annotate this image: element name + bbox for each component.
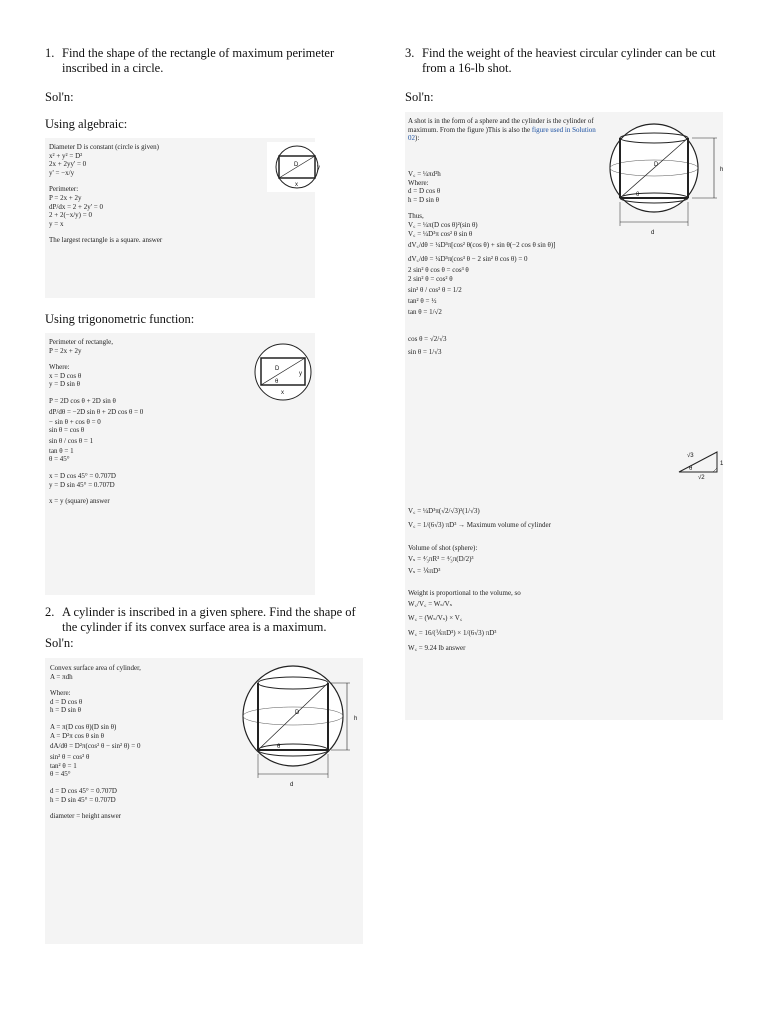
svg-text:d: d [290,782,294,788]
svg-text:√3: √3 [687,453,694,459]
shot-solution-lines-a: V꜀ = ¼πd²h Where: d = D cos θ h = D sin θ Thus, V꜀ = ¼π(D cos θ)²(sin θ) V꜀ = ¼D³π cos² θ sin θ dV꜀/dθ = ¼D³π[cos² θ(cos θ) + sin θ(−2 cos θ sin θ)] dV꜀/dθ = ¼D³π(cos³ θ − 2 sin² θ cos θ) = 0 2 sin² θ cos θ = cos³ θ 2 sin² θ = cos² θ sin² θ / cos² θ = 1/2 tan² θ = ½ tan θ = 1/√2 cos θ = √2/√3 sin θ = 1/√3 [408,170,556,356]
shot-solution-lines-b: V꜀ = ¼D³π(√2/√3)²(1/√3) V꜀ = 1/(6√3) πD³ → Maximum volume of cylinder Volume of shot (sphere): Vₛ = ⁴⁄₃πR³ = ⁴⁄₃π(D/2)³ Vₛ = ⅙πD³ Weight is proportional to the volume, so W꜀/V꜀ = Wₛ/Vₛ W꜀ = (Wₛ/Vₛ) × V꜀ W꜀ = 16/(⅙πD³) × 1/(6√3) πD³ W꜀ = 9.24 lb answer [408,504,551,655]
answer-line: diameter = height answer [50,812,122,821]
answer-line: W꜀ = 9.24 lb answer [408,644,466,653]
solution-02-link[interactable]: figure used in Solution 02 [408,125,596,143]
sphere-cylinder-figure [604,116,734,236]
solution-label: Sol'n: [405,90,434,104]
problem-number: 1. [45,46,55,60]
trigonometric-solution-lines: Perimeter of rectangle, P = 2x + 2y Where: x = D cos θ y = D sin θ P = 2D cos θ + 2D sin θ dP/dθ = −2D sin θ + 2D cos θ = 0 − sin θ + cos θ = 0 sin θ = cos θ sin θ / cos θ = 1 tan θ = 1 θ = 45° x = D cos 45° = 0.707D y = D sin 45° = 0.707D x = y (square) answer [49,338,144,506]
svg-text:θ: θ [275,379,279,385]
svg-text:√2: √2 [698,475,705,481]
svg-text:D: D [654,162,659,168]
section-heading-algebraic: Using algebraic: [45,117,128,131]
svg-text:D: D [294,162,299,168]
svg-text:θ: θ [689,466,693,472]
sphere-cylinder-figure [237,662,367,794]
solution-label: Sol'n: [45,636,74,650]
svg-text:D: D [295,710,300,716]
circle-rectangle-figure [267,142,327,192]
cylinder-solution-lines: Convex surface area of cylinder, A = πdh Where: d = D cos θ h = D sin θ A = π(D cos θ)(D sin θ) A = D²π cos θ sin θ dA/dθ = D²π(cos² θ − sin² θ) = 0 sin² θ = cos² θ tan² θ = 1 θ = 45° d = D cos 45° = 0.707D h = D sin 45° = 0.707D diameter = height answer [50,664,141,821]
circle-rectangle-angle-figure [253,338,313,406]
svg-text:1: 1 [720,461,724,467]
algebraic-solution-lines: Diameter D is constant (circle is given) x² + y² = D² 2x + 2yy' = 0 y' = −x/y Perimeter: P = 2x + 2y dP/dx = 2 + 2y' = 0 2 + 2(−x/y) = 0 y = x The largest rectangle is a square. answer [49,143,163,245]
trigonometric-solution-panel [45,333,315,595]
algebraic-solution-panel [45,138,320,298]
answer-line: x = y (square) answer [49,497,110,506]
answer-line: The largest rectangle is a square. answer [49,236,163,245]
svg-text:y: y [317,165,320,171]
problem-number: 2. [45,605,55,619]
svg-text:D: D [275,366,280,372]
svg-text:y: y [299,371,302,377]
svg-text:h: h [354,716,358,722]
problem-3-question: 3. Find the weight of the heaviest circular cylinder can be cut from a 16-lb shot. [405,46,716,75]
solution-label: Sol'n: [45,90,74,104]
problem-1-question: 1. Find the shape of the rectangle of maximum perimeter inscribed in a circle. [45,46,335,75]
problem-2-question: 2. A cylinder is inscribed in a given sphere. Find the shape of the cylinder if its convex surface area is a maximum. [45,605,356,634]
svg-text:h: h [720,167,724,173]
svg-text:d: d [651,230,655,236]
cylinder-solution-panel [45,658,363,944]
section-heading-trigonometric: Using trigonometric function: [45,312,195,326]
shot-solution-panel [405,112,723,720]
svg-text:θ: θ [636,192,640,198]
shot-intro-text: A shot is in the form of a sphere and the cylinder is the cylinder of maximum. From the figure )This is also the figure used in Solution 02): [408,117,596,143]
right-triangle-figure [673,448,723,480]
problem-number: 3. [405,46,415,60]
svg-text:x: x [295,182,298,188]
svg-text:x: x [281,390,284,396]
svg-text:θ: θ [277,744,281,750]
